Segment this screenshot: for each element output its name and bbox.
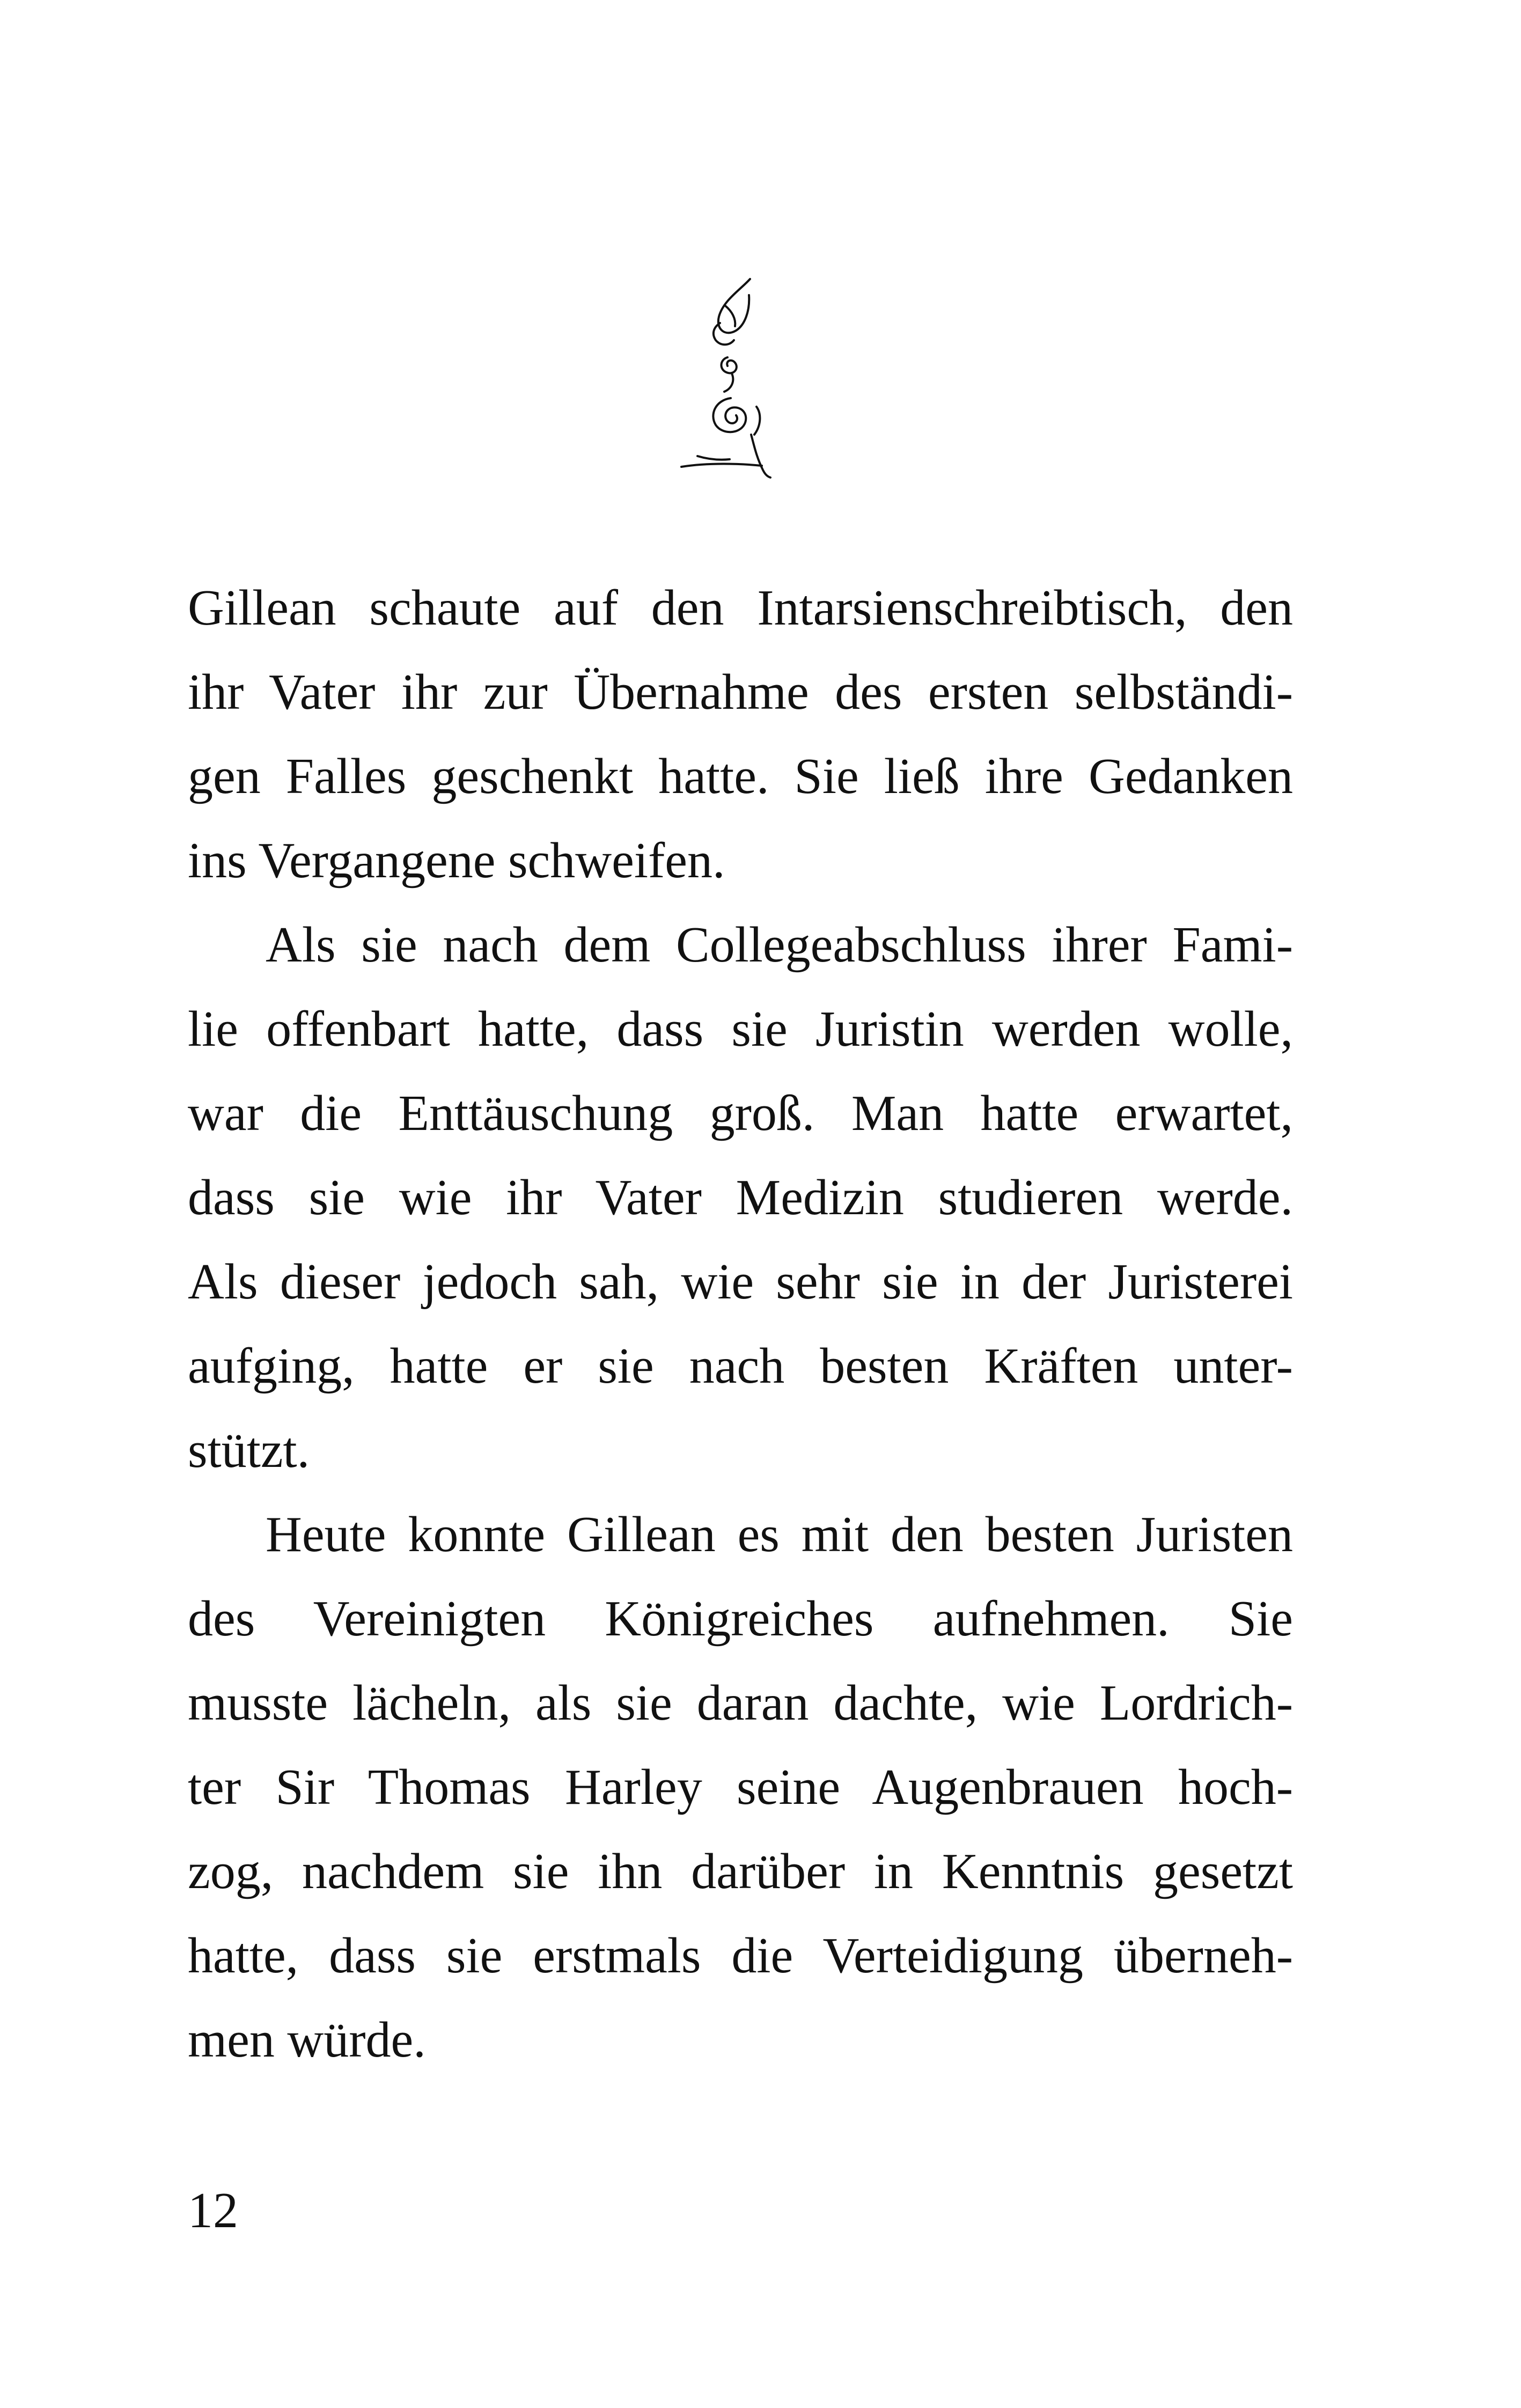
text-line: Heute konnte Gillean es mit den besten Juristen	[266, 1507, 1293, 1562]
text-line: gen Falles geschenkt hatte. Sie ließ ihre Gedanken	[188, 748, 1293, 804]
text-line: dass sie wie ihr Vater Medizin studieren werde.	[188, 1170, 1293, 1225]
text-line: stützt.	[188, 1422, 310, 1478]
paragraph-3	[188, 1493, 1293, 2082]
text-line: zog, nachdem sie ihn darüber in Kenntnis gesetzt	[188, 1844, 1293, 1899]
body-text	[188, 566, 1293, 2082]
paragraph-1	[188, 566, 1293, 903]
text-line: ihr Vater ihr zur Übernahme des ersten selbständi-	[188, 664, 1293, 720]
text-line: war die Enttäuschung groß. Man hatte erwartet,	[188, 1085, 1293, 1141]
text-line: lie offenbart hatte, dass sie Juristin werden wolle,	[188, 1001, 1293, 1057]
text-line: Gillean schaute auf den Intarsienschreibtisch, den	[188, 580, 1293, 636]
text-line: aufging, hatte er sie nach besten Kräften unter-	[188, 1338, 1293, 1394]
text-line: Als dieser jedoch sah, wie sehr sie in der Juristerei	[188, 1254, 1293, 1310]
paragraph-2	[188, 903, 1293, 1493]
page-number: 12	[188, 2183, 238, 2238]
text-line: Als sie nach dem Collegeabschluss ihrer Fami-	[266, 917, 1293, 973]
text-line: musste lächeln, als sie daran dachte, wie Lordrich-	[188, 1675, 1293, 1731]
text-line: ins Vergangene schweifen.	[188, 833, 725, 889]
text-line: ter Sir Thomas Harley seine Augenbrauen hoch-	[188, 1759, 1293, 1815]
text-line: men würde.	[188, 2012, 426, 2068]
text-line: des Vereinigten Königreiches aufnehmen. Sie	[188, 1591, 1293, 1647]
flourish-ornament-icon	[676, 274, 783, 510]
text-line: hatte, dass sie erstmals die Verteidigung überneh-	[188, 1928, 1293, 1984]
